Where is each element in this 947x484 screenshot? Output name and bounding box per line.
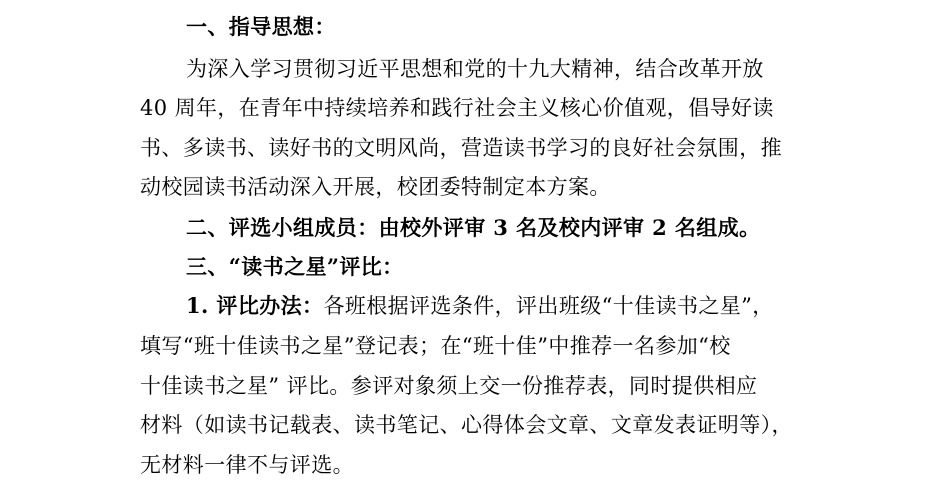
section-2-heading: 二、评选小组成员：由校外评审 3 名及校内评审 2 名组成。 [186, 215, 761, 240]
section-3-item-1-line-2: 填写“班十佳读书之星”登记表；在“班十佳”中推荐一名参加“校 [140, 334, 731, 358]
section-3-item-1-line-5: 无材料一律不与评选。 [140, 453, 354, 477]
section-1-paragraph-line-2: 40 周年，在青年中持续培养和践行社会主义核心价值观，倡导好读 [140, 96, 774, 120]
section-3-item-1-label: 1. 评比办法： [186, 293, 324, 318]
section-3-item-1-line-3: 十佳读书之星” 评比。参评对象须上交一份推荐表，同时提供相应 [140, 374, 758, 398]
section-3-heading: 三、“读书之星”评比： [186, 254, 404, 279]
section-1-paragraph-line-3: 书、多读书、读好书的文明风尚，营造读书学习的良好社会氛围，推 [140, 136, 782, 160]
section-3-item-1-line-1 [186, 291, 774, 321]
section-1-paragraph-line-1: 为深入学习贯彻习近平思想和党的十九大精神，结合改革开放 [186, 57, 764, 81]
section-3-item-1-text: 各班根据评选条件，评出班级“十佳读书之星”， [323, 294, 774, 318]
section-3-item-1-line-4: 材料（如读书记载表、读书笔记、心得体会文章、文章发表证明等）， [140, 413, 793, 437]
section-1-paragraph-line-4: 动校园读书活动深入开展，校团委特制定本方案。 [140, 175, 611, 199]
section-1-heading: 一、指导思想： [186, 14, 336, 39]
